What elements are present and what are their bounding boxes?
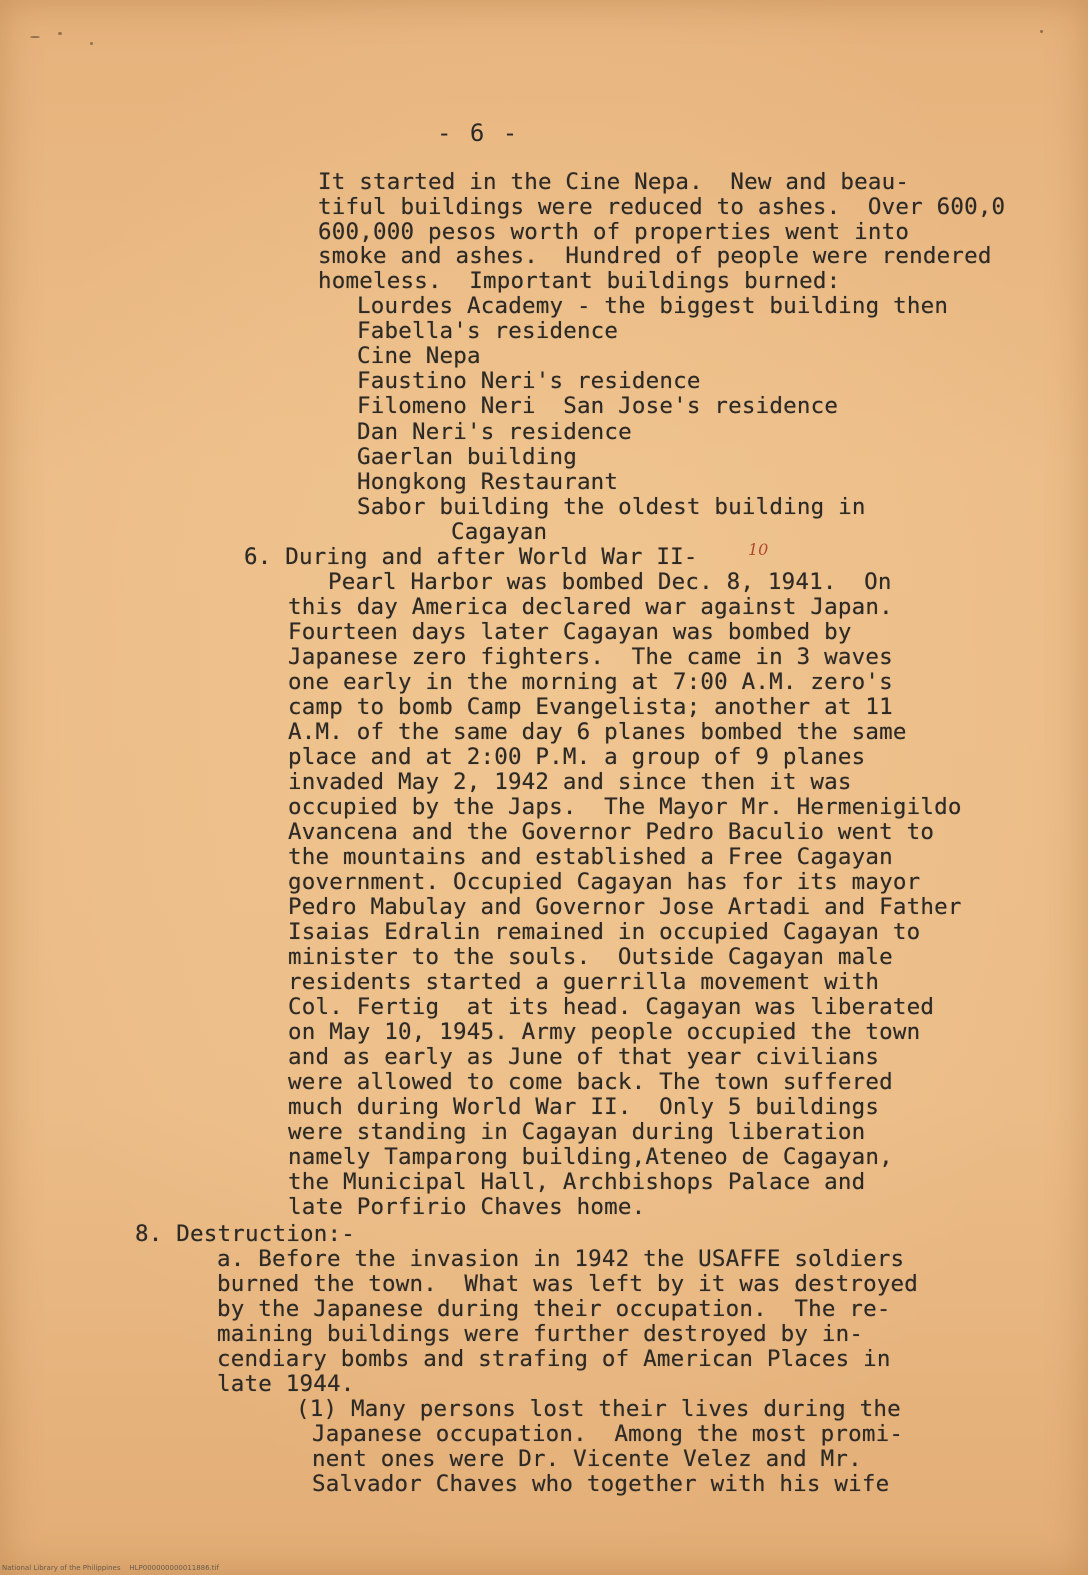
text-line: Pedro Mabulay and Governor Jose Artadi and Father	[288, 894, 962, 920]
text-line: Lourdes Academy - the biggest building then	[357, 293, 949, 319]
text-line: burned the town. What was left by it was destroyed	[217, 1271, 919, 1297]
text-line: on May 10, 1945. Army people occupied the town	[288, 1019, 921, 1045]
text-line: Cagayan	[451, 519, 548, 545]
text-line: the Municipal Hall, Archbishops Palace and	[288, 1169, 866, 1195]
text-line: Japanese occupation. Among the most promi-	[312, 1421, 904, 1447]
text-line: Pearl Harbor was bombed Dec. 8, 1941. On	[328, 569, 892, 595]
text-line: Hongkong Restaurant	[357, 469, 619, 495]
text-line: minister to the souls. Outside Cagayan male	[288, 944, 893, 970]
text-line: Fabella's residence	[357, 318, 619, 344]
text-line: 600,000 pesos worth of properties went into	[318, 219, 910, 245]
text-line: Gaerlan building	[357, 444, 577, 470]
text-line: (1) Many persons lost their lives during the	[296, 1396, 901, 1422]
text-line: by the Japanese during their occupation. The re-	[217, 1296, 891, 1322]
text-line: and as early as June of that year civilians	[288, 1044, 880, 1070]
text-line: a. Before the invasion in 1942 the USAFFE soldiers	[217, 1246, 905, 1272]
text-line: late 1944.	[217, 1371, 355, 1397]
text-line: one early in the morning at 7:00 A.M. zero's	[288, 669, 893, 695]
text-line: Salvador Chaves who together with his wife	[312, 1471, 890, 1497]
text-line: Avancena and the Governor Pedro Baculio went to	[288, 819, 935, 845]
text-line: government. Occupied Cagayan has for its mayor	[288, 869, 921, 895]
text-line: It started in the Cine Nepa. New and beau-	[318, 169, 910, 195]
text-line: Fourteen days later Cagayan was bombed by	[288, 619, 852, 645]
text-line: cendiary bombs and strafing of American Places in	[217, 1346, 891, 1372]
scan-footer: National Library of the Philippines HLP000000000011886.tif	[2, 1564, 219, 1572]
text-line: were standing in Cagayan during liberation	[288, 1119, 866, 1145]
text-line: residents started a guerrilla movement with	[288, 969, 880, 995]
text-line: A.M. of the same day 6 planes bombed the same	[288, 719, 907, 745]
text-line: place and at 2:00 P.M. a group of 9 planes	[288, 744, 866, 770]
text-line: Dan Neri's residence	[357, 419, 632, 445]
section-heading: 8. Destruction:-	[135, 1221, 355, 1247]
text-line: were allowed to come back. The town suffered	[288, 1069, 893, 1095]
text-line: Col. Fertig at its head. Cagayan was liberated	[288, 994, 935, 1020]
text-line: much during World War II. Only 5 buildings	[288, 1094, 880, 1120]
text-line: Filomeno Neri San Jose's residence	[357, 393, 839, 419]
ink-speck	[1040, 30, 1043, 33]
text-line: Cine Nepa	[357, 343, 481, 369]
text-line: Faustino Neri's residence	[357, 368, 701, 394]
text-line: camp to bomb Camp Evangelista; another at 11	[288, 694, 893, 720]
section-heading: 6. During and after World War II-	[244, 544, 698, 570]
text-line: this day America declared war against Japan.	[288, 594, 893, 620]
ink-speck	[90, 42, 93, 45]
text-line: smoke and ashes. Hundred of people were rendered	[318, 243, 992, 269]
page-number: - 6 -	[437, 119, 520, 147]
text-line: homeless. Important buildings burned:	[318, 268, 841, 294]
text-line: Isaias Edralin remained in occupied Cagayan to	[288, 919, 921, 945]
text-line: Sabor building the oldest building in	[357, 494, 866, 520]
text-line: the mountains and established a Free Cagayan	[288, 844, 893, 870]
text-line: maining buildings were further destroyed by in-	[217, 1321, 864, 1347]
margin-mark: 10	[748, 540, 769, 559]
ink-speck	[58, 32, 62, 35]
text-line: invaded May 2, 1942 and since then it was	[288, 769, 852, 795]
ink-speck	[30, 36, 40, 38]
text-line: occupied by the Japs. The Mayor Mr. Hermenigildo	[288, 794, 962, 820]
text-line: Japanese zero fighters. The came in 3 waves	[288, 644, 893, 670]
text-line: nent ones were Dr. Vicente Velez and Mr.	[312, 1446, 862, 1472]
text-line: late Porfirio Chaves home.	[288, 1194, 646, 1220]
text-line: namely Tamparong building,Ateneo de Cagayan,	[288, 1144, 893, 1170]
text-line: tiful buildings were reduced to ashes. Over 600,0	[318, 194, 1006, 220]
